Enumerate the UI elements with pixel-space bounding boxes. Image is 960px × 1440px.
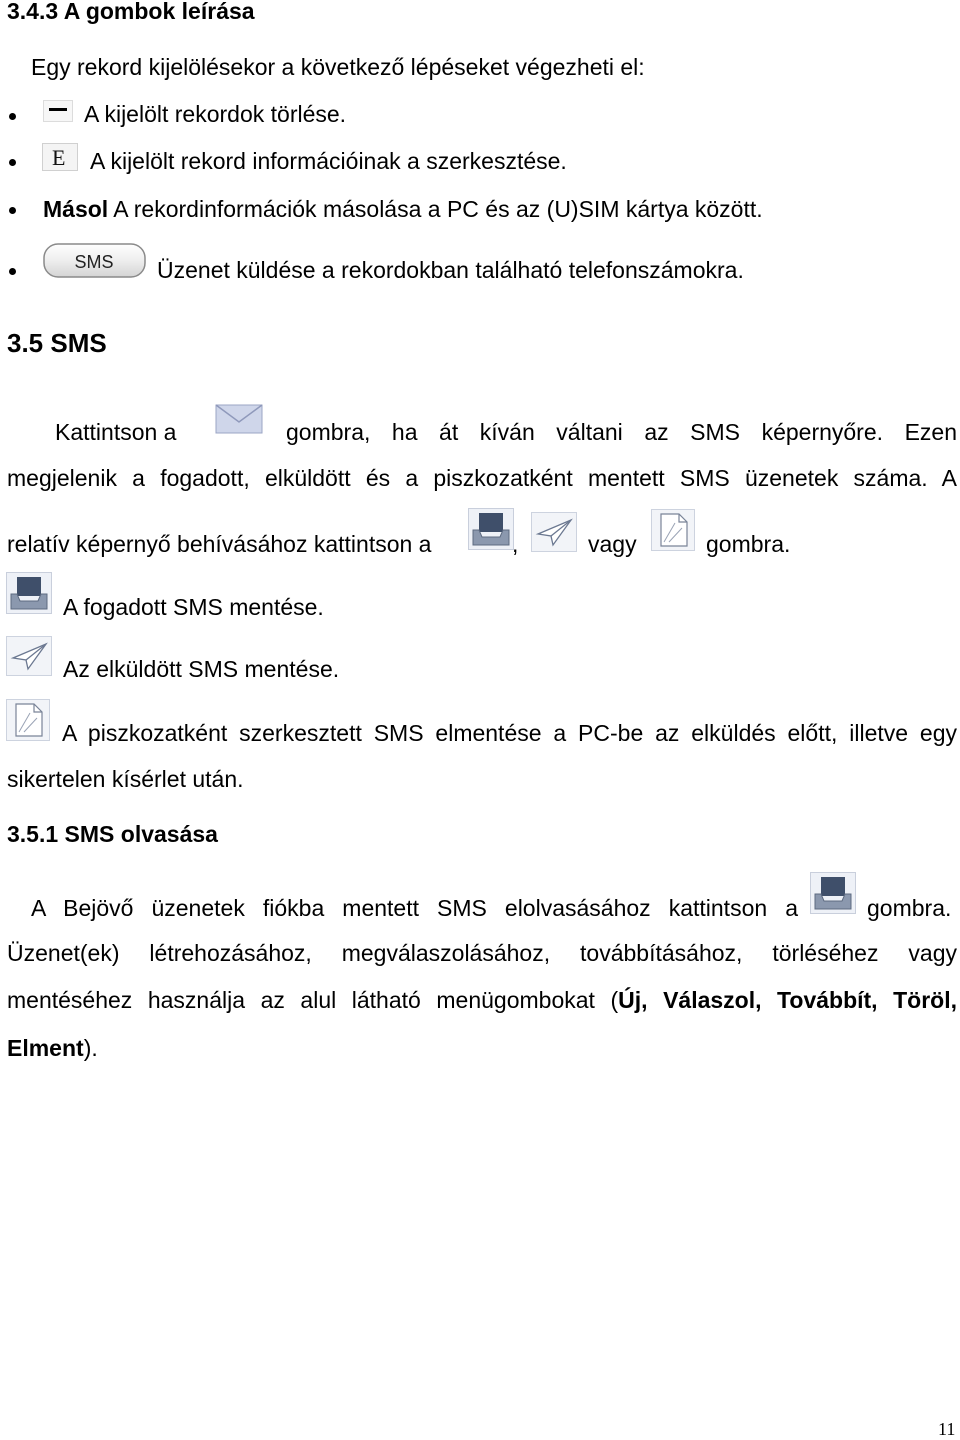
draft-page-icon <box>6 699 50 741</box>
copy-description: A rekordinformációk másolása a PC és az (U)SIM kártya között. <box>108 196 763 222</box>
read-sms-line2: Üzenet(ek) létrehozásához, megválaszolásához, továbbításához, törléséhez vagy <box>7 940 957 966</box>
section-heading-3-5: 3.5 SMS <box>7 328 107 358</box>
page-number: 11 <box>938 1419 956 1439</box>
sms-para-line2: megjelenik a fogadott, elküldött és a piszkozatként mentett SMS üzenetek száma. A <box>7 465 957 491</box>
list-item-send-sms: Üzenet küldése a rekordokban található telefonszámokra. <box>157 257 744 283</box>
list-item-delete: A kijelölt rekordok törlése. <box>84 101 347 127</box>
list-item-copy <box>43 196 763 223</box>
section-heading-3-4-3: 3.4.3 A gombok leírása <box>7 0 255 24</box>
svg-text:E: E <box>52 145 66 170</box>
read-sms-line1-end: gombra. <box>867 895 952 921</box>
sent-description: Az elküldött SMS mentése. <box>63 656 340 682</box>
sms-para-line1-end: gombra, ha át kíván váltani az SMS képernyőre. Ezen <box>286 419 957 445</box>
sms-button-label: SMS <box>74 252 114 272</box>
sms-button-icon <box>43 243 146 279</box>
copy-label: Másol <box>43 196 109 222</box>
save-button-name: Elment <box>7 1035 84 1061</box>
or-text: vagy <box>588 531 637 557</box>
read-sms-line4 <box>7 1035 98 1062</box>
read-sms-line3-text: mentéséhez használja az alul látható menügombokat ( <box>7 987 619 1013</box>
inbox-tray-icon <box>468 508 514 550</box>
minus-icon <box>43 100 73 122</box>
edit-e-icon <box>42 143 78 171</box>
sms-para-line3-start: relatív képernyő behívásához kattintson a <box>7 531 432 557</box>
read-sms-line1-start: A Bejövő üzenetek fiókba mentett SMS elolvasásához kattintson a <box>31 895 798 921</box>
bullet <box>9 159 16 166</box>
read-sms-line3 <box>7 987 957 1014</box>
menu-button-names: Új, Válaszol, Továbbít, Töröl, <box>618 987 957 1013</box>
inbox-tray-icon <box>810 872 856 914</box>
envelope-icon <box>215 404 263 434</box>
draft-description-line2: sikertelen kísérlet után. <box>7 766 244 792</box>
section-heading-3-5-1: 3.5.1 SMS olvasása <box>7 821 218 847</box>
sms-para-line1-start: Kattintson a <box>55 419 177 445</box>
closing-paren: ). <box>83 1035 98 1061</box>
inbox-description: A fogadott SMS mentése. <box>63 594 324 620</box>
bullet <box>9 207 16 214</box>
comma: , <box>512 531 519 557</box>
draft-page-icon <box>651 509 695 551</box>
draft-description-line1: A piszkozatként szerkesztett SMS elmentése a PC-be az elküldés előtt, illetve egy <box>62 720 957 746</box>
paper-plane-icon <box>531 512 577 552</box>
buttons-text: gombra. <box>706 531 791 557</box>
list-item-edit: A kijelölt rekord információinak a szerkesztése. <box>90 148 567 174</box>
paper-plane-icon <box>6 636 52 676</box>
bullet <box>9 268 16 275</box>
inbox-tray-icon <box>6 572 52 614</box>
intro-text: Egy rekord kijelölésekor a következő lépéseket végezheti el: <box>31 54 645 80</box>
bullet <box>9 113 16 120</box>
